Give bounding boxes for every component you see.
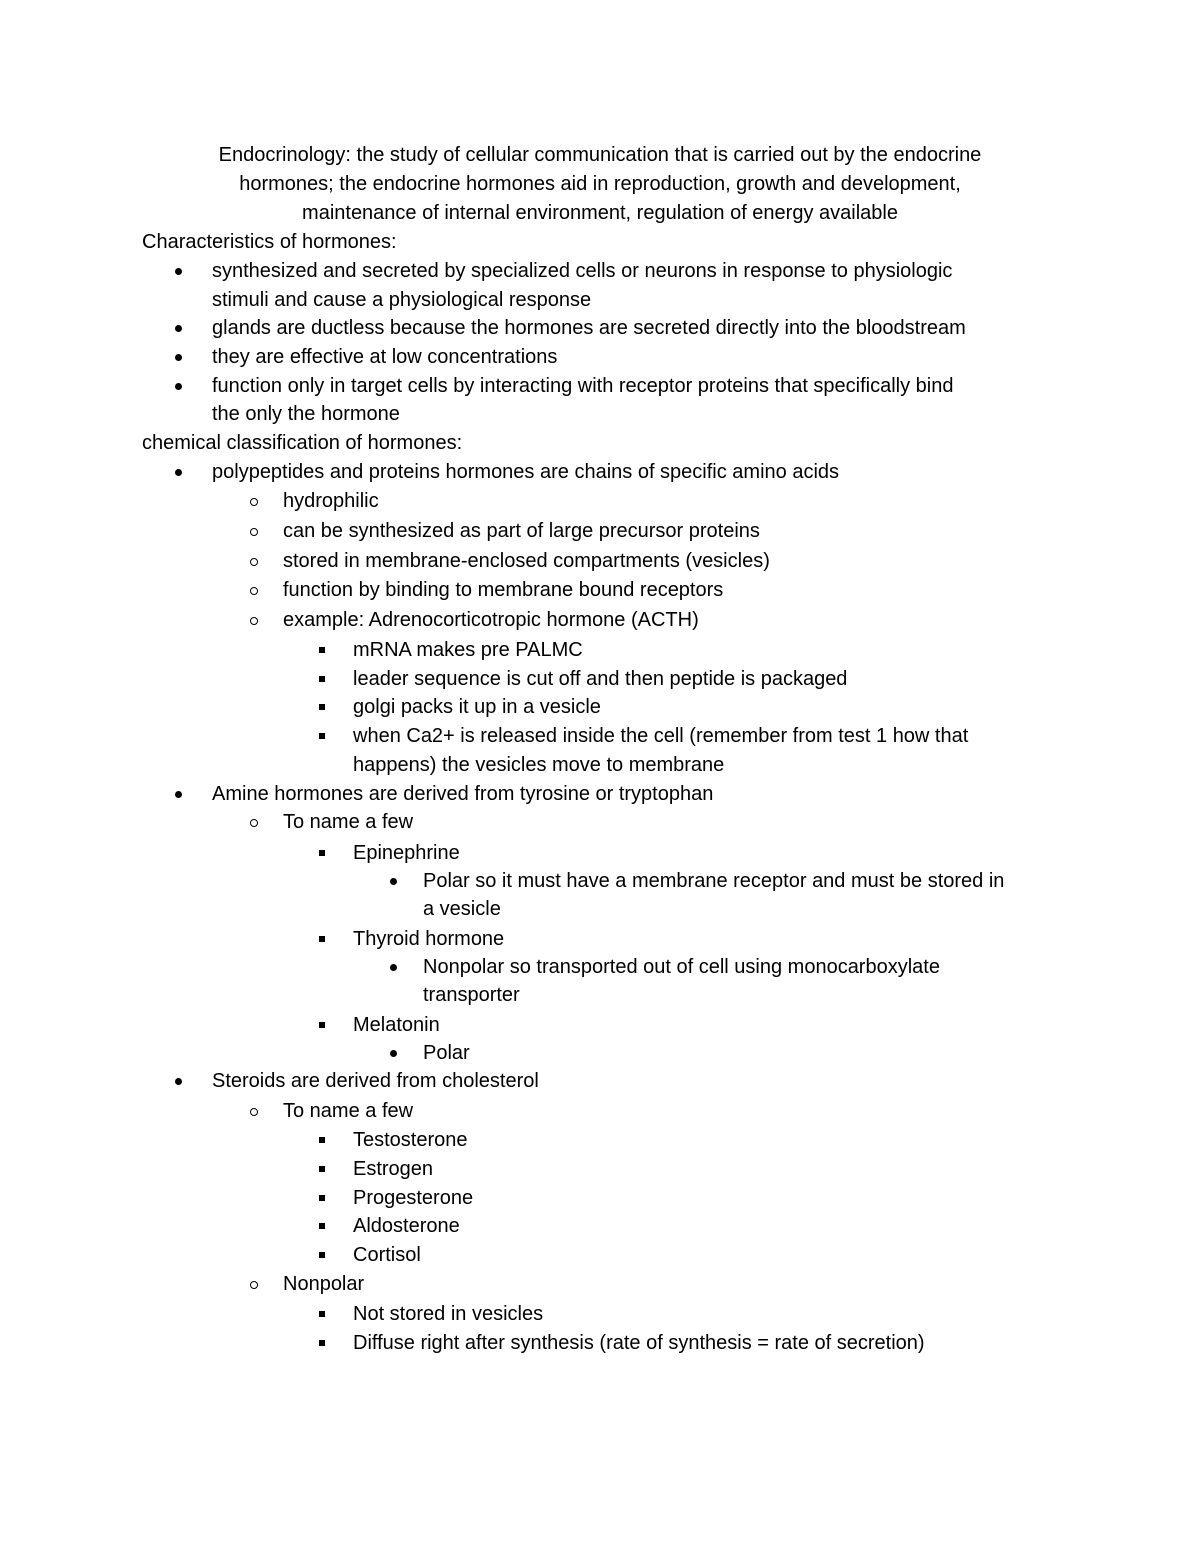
intro-line: Endocrinology: the study of cellular communication that is carried out by the endocrine — [218, 144, 982, 166]
list-item: function only in target cells by interacting with receptor proteins that specifically bind — [212, 375, 954, 397]
sub-list-item: stored in membrane-enclosed compartments (vesicles) — [283, 550, 770, 572]
sub-sub-list-item: Not stored in vesicles — [353, 1303, 544, 1325]
list-item: polypeptides and proteins hormones are chains of specific amino acids — [212, 461, 840, 483]
classification-heading: chemical classification of hormones: — [142, 432, 463, 454]
sub-sub-list-item: Aldosterone — [353, 1215, 460, 1237]
sub-list-item: can be synthesized as part of large precursor proteins — [283, 520, 760, 542]
list-item: glands are ductless because the hormones are secreted directly into the bloodstream — [212, 317, 966, 339]
list-item: Amine hormones are derived from tyrosine or tryptophan — [212, 783, 714, 805]
sub-sub-list-item: leader sequence is cut off and then peptide is packaged — [353, 668, 848, 690]
sub-list-item: To name a few — [283, 1100, 414, 1122]
level4-list-item-continuation: transporter — [423, 984, 520, 1006]
sub-sub-list-item: Thyroid hormone — [353, 928, 505, 950]
sub-sub-list-item: mRNA makes pre PALMC — [353, 639, 583, 661]
list-item: Steroids are derived from cholesterol — [212, 1070, 539, 1092]
sub-list-item: example: Adrenocorticotropic hormone (ACTH) — [283, 609, 699, 631]
sub-sub-list-item: Progesterone — [353, 1187, 474, 1209]
level4-list-item: Polar so it must have a membrane receptor and must be stored in — [423, 870, 1005, 892]
sub-list-item: To name a few — [283, 811, 414, 833]
sub-sub-list-item: when Ca2+ is released inside the cell (remember from test 1 how that — [353, 725, 969, 747]
intro-paragraph — [140, 141, 1060, 228]
sub-sub-list-item: Estrogen — [353, 1158, 434, 1180]
sub-list-item: function by binding to membrane bound receptors — [283, 579, 724, 601]
level4-list-item: Nonpolar so transported out of cell using monocarboxylate — [423, 956, 940, 978]
sub-sub-list-item: Diffuse right after synthesis (rate of synthesis = rate of secretion) — [353, 1332, 925, 1354]
sub-sub-list-item: golgi packs it up in a vesicle — [353, 696, 601, 718]
sub-sub-list-item: Testosterone — [353, 1129, 468, 1151]
sub-sub-list-item: Epinephrine — [353, 842, 460, 864]
sub-sub-list-item: Melatonin — [353, 1014, 440, 1036]
intro-line: maintenance of internal environment, regulation of energy available — [302, 202, 898, 224]
intro-line: hormones; the endocrine hormones aid in reproduction, growth and development, — [239, 173, 961, 195]
sub-list-item: hydrophilic — [283, 490, 379, 512]
sub-sub-list-item-continuation: happens) the vesicles move to membrane — [353, 754, 725, 776]
sub-sub-list-item: Cortisol — [353, 1244, 421, 1266]
list-item: they are effective at low concentrations — [212, 346, 558, 368]
list-item-continuation: stimuli and cause a physiological response — [212, 289, 592, 311]
level4-list-item: Polar — [423, 1042, 470, 1064]
list-item-continuation: the only the hormone — [212, 403, 400, 425]
sub-list-item: Nonpolar — [283, 1273, 365, 1295]
level4-list-item-continuation: a vesicle — [423, 898, 501, 920]
characteristics-heading: Characteristics of hormones: — [142, 231, 397, 253]
list-item: synthesized and secreted by specialized cells or neurons in response to physiologic — [212, 260, 953, 282]
